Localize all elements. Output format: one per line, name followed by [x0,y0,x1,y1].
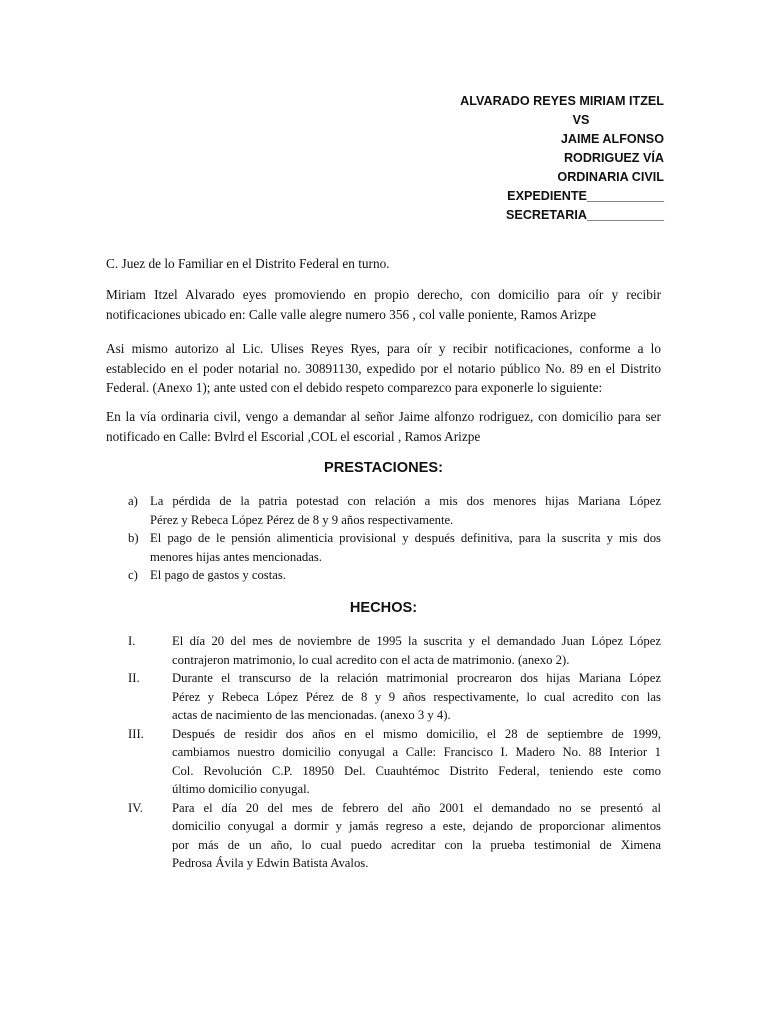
versus-label: VS [572,113,590,127]
list-marker: IV. [128,800,143,815]
list-item [106,725,661,799]
prestaciones-heading: PRESTACIONES: [324,460,443,476]
expediente-field: EXPEDIENTE___________ [507,189,664,203]
intro-line: Miriam Itzel Alvarado eyes promoviendo en propio derecho, con domicilio para oír y recibir [106,287,661,302]
list-item [106,799,661,873]
defendant-name-line-1: JAIME ALFONSO [560,132,664,146]
list-marker: II. [128,671,140,685]
prestaciones-list [106,492,661,585]
list-marker: c) [128,568,138,582]
list-item-line: contrajeron matrimonio, lo cual acredito con el acta de matrimonio. (anexo 2). [172,652,570,667]
secretaria-field: SECRETARIA___________ [506,208,664,222]
proceeding-type: ORDINARIA CIVIL [557,170,664,184]
hechos-heading: HECHOS: [349,600,418,616]
authorization-line: establecido en el poder notarial no. 30891130, expedido por el notario público No. 89 en el Distrito [106,360,661,376]
list-marker: I. [128,634,136,648]
list-item-line: domicilio conyugal a dormir y jamás regreso a este, dejando de proporcionar alimentos [172,819,661,833]
list-item-line: El pago de gastos y costas. [150,568,287,582]
intro-line: notificaciones ubicado en: Calle valle alegre numero 356 , col valle poniente, Ramos Arizpe [106,306,596,322]
demand-line: En la vía ordinaria civil, vengo a demandar al señor Jaime alfonzo rodriguez, con domicilio para ser [106,409,661,424]
intro-paragraph [106,285,661,324]
list-marker: b) [128,531,139,545]
list-item-line: Col. Revolución C.P. 18950 Del. Cuauhtémoc Distrito Federal, teniendo este como [172,763,661,778]
hechos-list [106,632,661,873]
authorization-paragraph [106,339,661,398]
list-item-line: El día 20 del mes de noviembre de 1995 la suscrita y el demandado Juan López López [172,634,661,648]
addressee-text: C. Juez de lo Familiar en el Distrito Federal en turno. [106,256,390,271]
list-item-line: actas de nacimiento de las mencionadas. (anexo 3 y 4). [172,708,451,722]
addressee [106,254,661,274]
list-item-line: Para el día 20 del mes de febrero del año 2001 el demandado no se presentó al [172,800,661,815]
list-marker: III. [128,726,144,741]
defendant-name-line-2: RODRIGUEZ VÍA [563,151,664,165]
case-caption [344,92,664,225]
list-item-line: El pago de le pensión alimenticia provisional y después definitiva, para la suscrita y mis dos [150,531,661,545]
list-item-line: menores hijas antes mencionadas. [150,549,322,564]
list-item [106,492,661,529]
list-item-line: por más de un año, lo cual puedo acreditar con la prueba testimonial de Ximena [172,837,661,852]
list-item-line: Después de residir dos años en el mismo domicilio, el 28 de septiembre de 1999, [172,726,661,741]
list-marker: a) [128,494,138,508]
demand-line: notificado en Calle: Bvlrd el Escorial ,COL el escorial , Ramos Arizpe [106,428,481,444]
list-item-line: Pérez y Rebeca López Pérez de 8 y 9 años respectivamente, lo cual acredito con las [172,689,661,704]
list-item [106,669,661,725]
list-item [106,632,661,669]
list-item-line: cambiamos nuestro domicilio conyugal a Calle: Francisco I. Madero No. 88 Interior 1 [172,745,661,759]
list-item [106,566,661,585]
list-item-line: Pedrosa Ávila y Edwin Batista Avalos. [172,856,369,870]
list-item-line: último domicilio conyugal. [172,782,310,796]
list-item-line: Pérez y Rebeca López Pérez de 8 y 9 años respectivamente. [150,512,454,527]
authorization-line: Asi mismo autorizo al Lic. Ulises Reyes Ryes, para oír y recibir notificaciones, conforme a lo [106,341,661,356]
plaintiff-name: ALVARADO REYES MIRIAM ITZEL [460,94,664,108]
authorization-line: Federal. (Anexo 1); ante usted con el debido respeto comparezco para exponerle lo siguiente: [106,380,603,395]
demand-paragraph [106,407,661,446]
list-item-line: La pérdida de la patria potestad con relación a mis dos menores hijas Mariana López [150,494,661,508]
list-item-line: Durante el transcurso de la relación matrimonial procrearon dos hijas Mariana López [172,671,661,685]
list-item [106,529,661,566]
